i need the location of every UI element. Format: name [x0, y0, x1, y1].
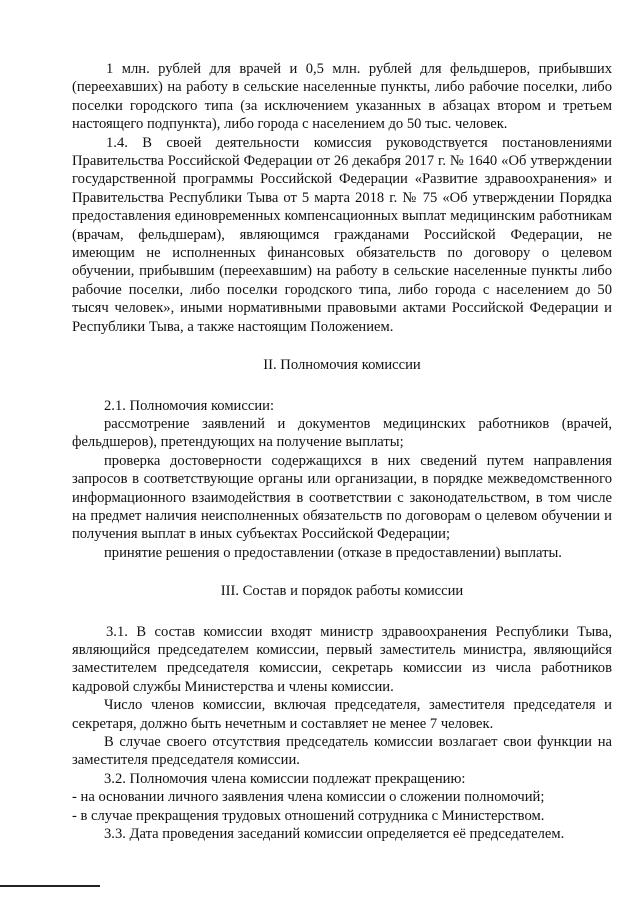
footer-divider [0, 885, 100, 887]
paragraph-termination-request: - на основании личного заявления члена комиссии о сложении полномочий; [72, 789, 545, 806]
paragraph-review-applications: рассмотрение заявлений и документов медицинских работников (врачей, фельдшеров), претендующих на получение выплаты; [72, 415, 612, 451]
paragraph-3-3: 3.3. Дата проведения заседаний комиссии определяется её председателем. [104, 826, 565, 843]
paragraph-payment-amounts: 1 млн. рублей для врачей и 0,5 млн. рублей для фельдшеров, прибывших (переехавших) на работу в сельские населенные пункты, либо рабочие поселки, либо поселки городского типа (за исключением указанных в абзацах втором и третьем настоящего подпункта), либо города с населением до 50 тыс. человек. [72, 61, 612, 133]
section-heading-powers: II. Полномочия комиссии [263, 357, 421, 374]
paragraph-termination-employment: - в случае прекращения трудовых отношений сотрудника с Министерством. [72, 807, 545, 824]
paragraph-3-1: 3.1. В состав комиссии входят министр здравоохранения Республики Тыва, являющийся председателем комиссии, первый заместитель министра, являющийся заместителем председателя комиссии, секретарь комиссии из числа работников кадровой службы Министерства и члены комиссии. [72, 623, 612, 695]
paragraph-3-2: 3.2. Полномочия члена комиссии подлежат прекращению: [104, 770, 466, 787]
paragraph-members-count: Число членов комиссии, включая председателя, заместителя председателя и секретаря, должно быть нечетным и составляет не менее 7 человек. [72, 697, 612, 732]
paragraph-2-1: 2.1. Полномочия комиссии: [104, 397, 275, 414]
document-body [72, 60, 612, 843]
paragraph-verification: проверка достоверности содержащихся в них сведений путем направления запросов в соответствующие органы или организации, в порядке межведомственного информационного взаимодействия в соответствии с законодательством, в том числе на предмет наличия неисполненных обязательств по договорам о целевом обучении и получения выплат в иных субъектах Российской Федерации; [72, 452, 612, 543]
section-heading-composition: III. Состав и порядок работы комиссии [220, 583, 464, 600]
paragraph-chair-absence: В случае своего отсутствия председатель комиссии возлагает свои функции на заместителя председателя комиссии. [72, 734, 612, 769]
paragraph-1-4: 1.4. В своей деятельности комиссия руководствуется постановлениями Правительства Российской Федерации от 26 декабря 2017 г. № 1640 «Об утверждении государственной программы Российской Федерации «Развитие здравоохранения» и Правительства Республики Тыва от 5 марта 2018 г. № 75 «Об утверждении Порядка предоставления единовременных компенсационных выплат медицинским работникам (врачам, фельдшерам), являющимся гражданами Российской Федерации, не имеющим не исполненных финансовых обязательств по договору о целевом обучении, прибывшим (переехавшим) на работу в сельские населенные пункты либо рабочие поселки, либо поселки городского типа, либо города с населением до 50 тысяч человек», иными нормативными правовыми актами Российской Федерации и Республики Тыва, а также настоящим Положением. [72, 134, 612, 335]
paragraph-decision: принятие решения о предоставлении (отказе в предоставлении) выплаты. [104, 544, 562, 561]
